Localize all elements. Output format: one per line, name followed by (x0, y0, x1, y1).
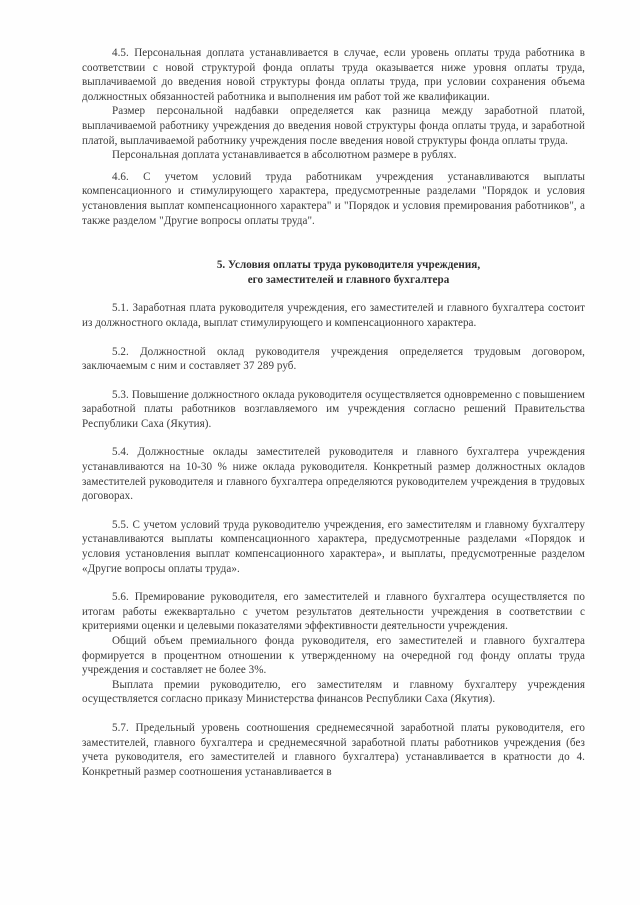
spacer (82, 287, 585, 301)
spacer (82, 228, 585, 258)
paragraph-4-5-absolute-amount: Персональная доплата устанавливается в абсолютном размере в рублях. (112, 149, 457, 162)
paragraph-5-6-bonus-fund: Общий объем премиального фонда руководителя, его заместителей и главного бухгалтера формируется в процентном отношении к утвержденному на очередной год фонду оплаты труда учреждения и составляет не более 3%. (82, 635, 585, 677)
paragraph-5-7: 5.7. Предельный уровень соотношения среднемесячной заработной платы руководителя, его заместителей, главного бухгалтера и среднемесячной заработной платы работников учреждения (без учета руководителя, его заместителей и главного бухгалтера) устанавливается в кратности до 4. Конкретный размер соотношения устанавливается в (82, 721, 585, 778)
paragraph-5-2: 5.2. Должностной оклад руководителя учреждения определяется трудовым договором, заключаемым с ним и составляет 37 289 руб. (82, 345, 585, 373)
paragraph-5-3: 5.3. Повышение должностного оклада руководителя осуществляется одновременно с повышением заработной платы работников возглавляемого им учреждения согласно решений Правительства Республики Саха (Якутия). (82, 388, 585, 430)
spacer (82, 576, 585, 590)
spacer (82, 504, 585, 518)
paragraph-5-6: 5.6. Премирование руководителя, его заместителей и главного бухгалтера осуществляется по итогам работы ежеквартально с учетом результатов деятельности учреждения в соответствии с критериями оценки и целевыми показателями эффективности деятельности учреждения. (82, 591, 585, 633)
paragraph-5-6-bonus-payment: Выплата премии руководителю, его заместителям и главному бухгалтеру учреждения осуществляется согласно приказу Министерства финансов Республики Саха (Якутия). (82, 678, 585, 706)
paragraph-5-4: 5.4. Должностные оклады заместителей руководителя и главного бухгалтера учреждения устанавливаются на 10-30 % ниже оклада руководителя. Конкретный размер должностных окладов заместителей руководителя и главного бухгалтера определяются руководителем учреждения в трудовых договорах. (82, 446, 585, 503)
spacer (82, 374, 585, 388)
paragraph-5-5: 5.5. С учетом условий труда руководителю учреждения, его заместителям и главному бухгалтеру устанавливаются выплаты компенсационного характера, предусмотренные разделами «Порядок и условия установления выплат компенсационного характера», и выплаты, предусмотренные разделом «Другие вопросы оплаты труда». (82, 518, 585, 575)
paragraph-4-5: 4.5. Персональная доплата устанавливается в случае, если уровень оплаты труда работника в соответствии с новой структурой фонда оплаты труда оказывается ниже уровня оплаты труда, выплачиваемой до введения новой структуры фонда оплаты труда, при условии сохранения объема должностных обязанностей работника и выполнения им работ той же квалификации. (82, 47, 585, 103)
section-5-heading-line-2: его заместителей и главного бухгалтера (247, 273, 450, 286)
document-body (82, 46, 585, 779)
paragraph-5-1: 5.1. Заработная плата руководителя учреждения, его заместителей и главного бухгалтера состоит из должностного оклада, выплат стимулирующего и компенсационного характера. (82, 302, 585, 329)
paragraph-4-6: 4.6. С учетом условий труда работникам учреждения устанавливаются выплаты компенсационного и стимулирующего характера, предусмотренные разделами "Порядок и условия установления выплат компенсационного характера" и "Порядок и условия премирования работников", а также разделом "Другие вопросы оплаты труда". (82, 170, 585, 227)
spacer (82, 331, 585, 345)
spacer (82, 707, 585, 721)
section-5-heading-line-1: 5. Условия оплаты труда руководителя учреждения, (216, 259, 481, 272)
spacer (82, 431, 585, 445)
spacer (82, 163, 585, 170)
paragraph-4-5-allowance-size: Размер персональной надбавки определяется как разница между заработной платой, выплачиваемой работнику учреждения до введения новой структуры фонда оплаты труда, и заработной платой, выплачиваемой работнику учреждения после введения новой структуры фонда оплаты труда. (82, 105, 585, 147)
